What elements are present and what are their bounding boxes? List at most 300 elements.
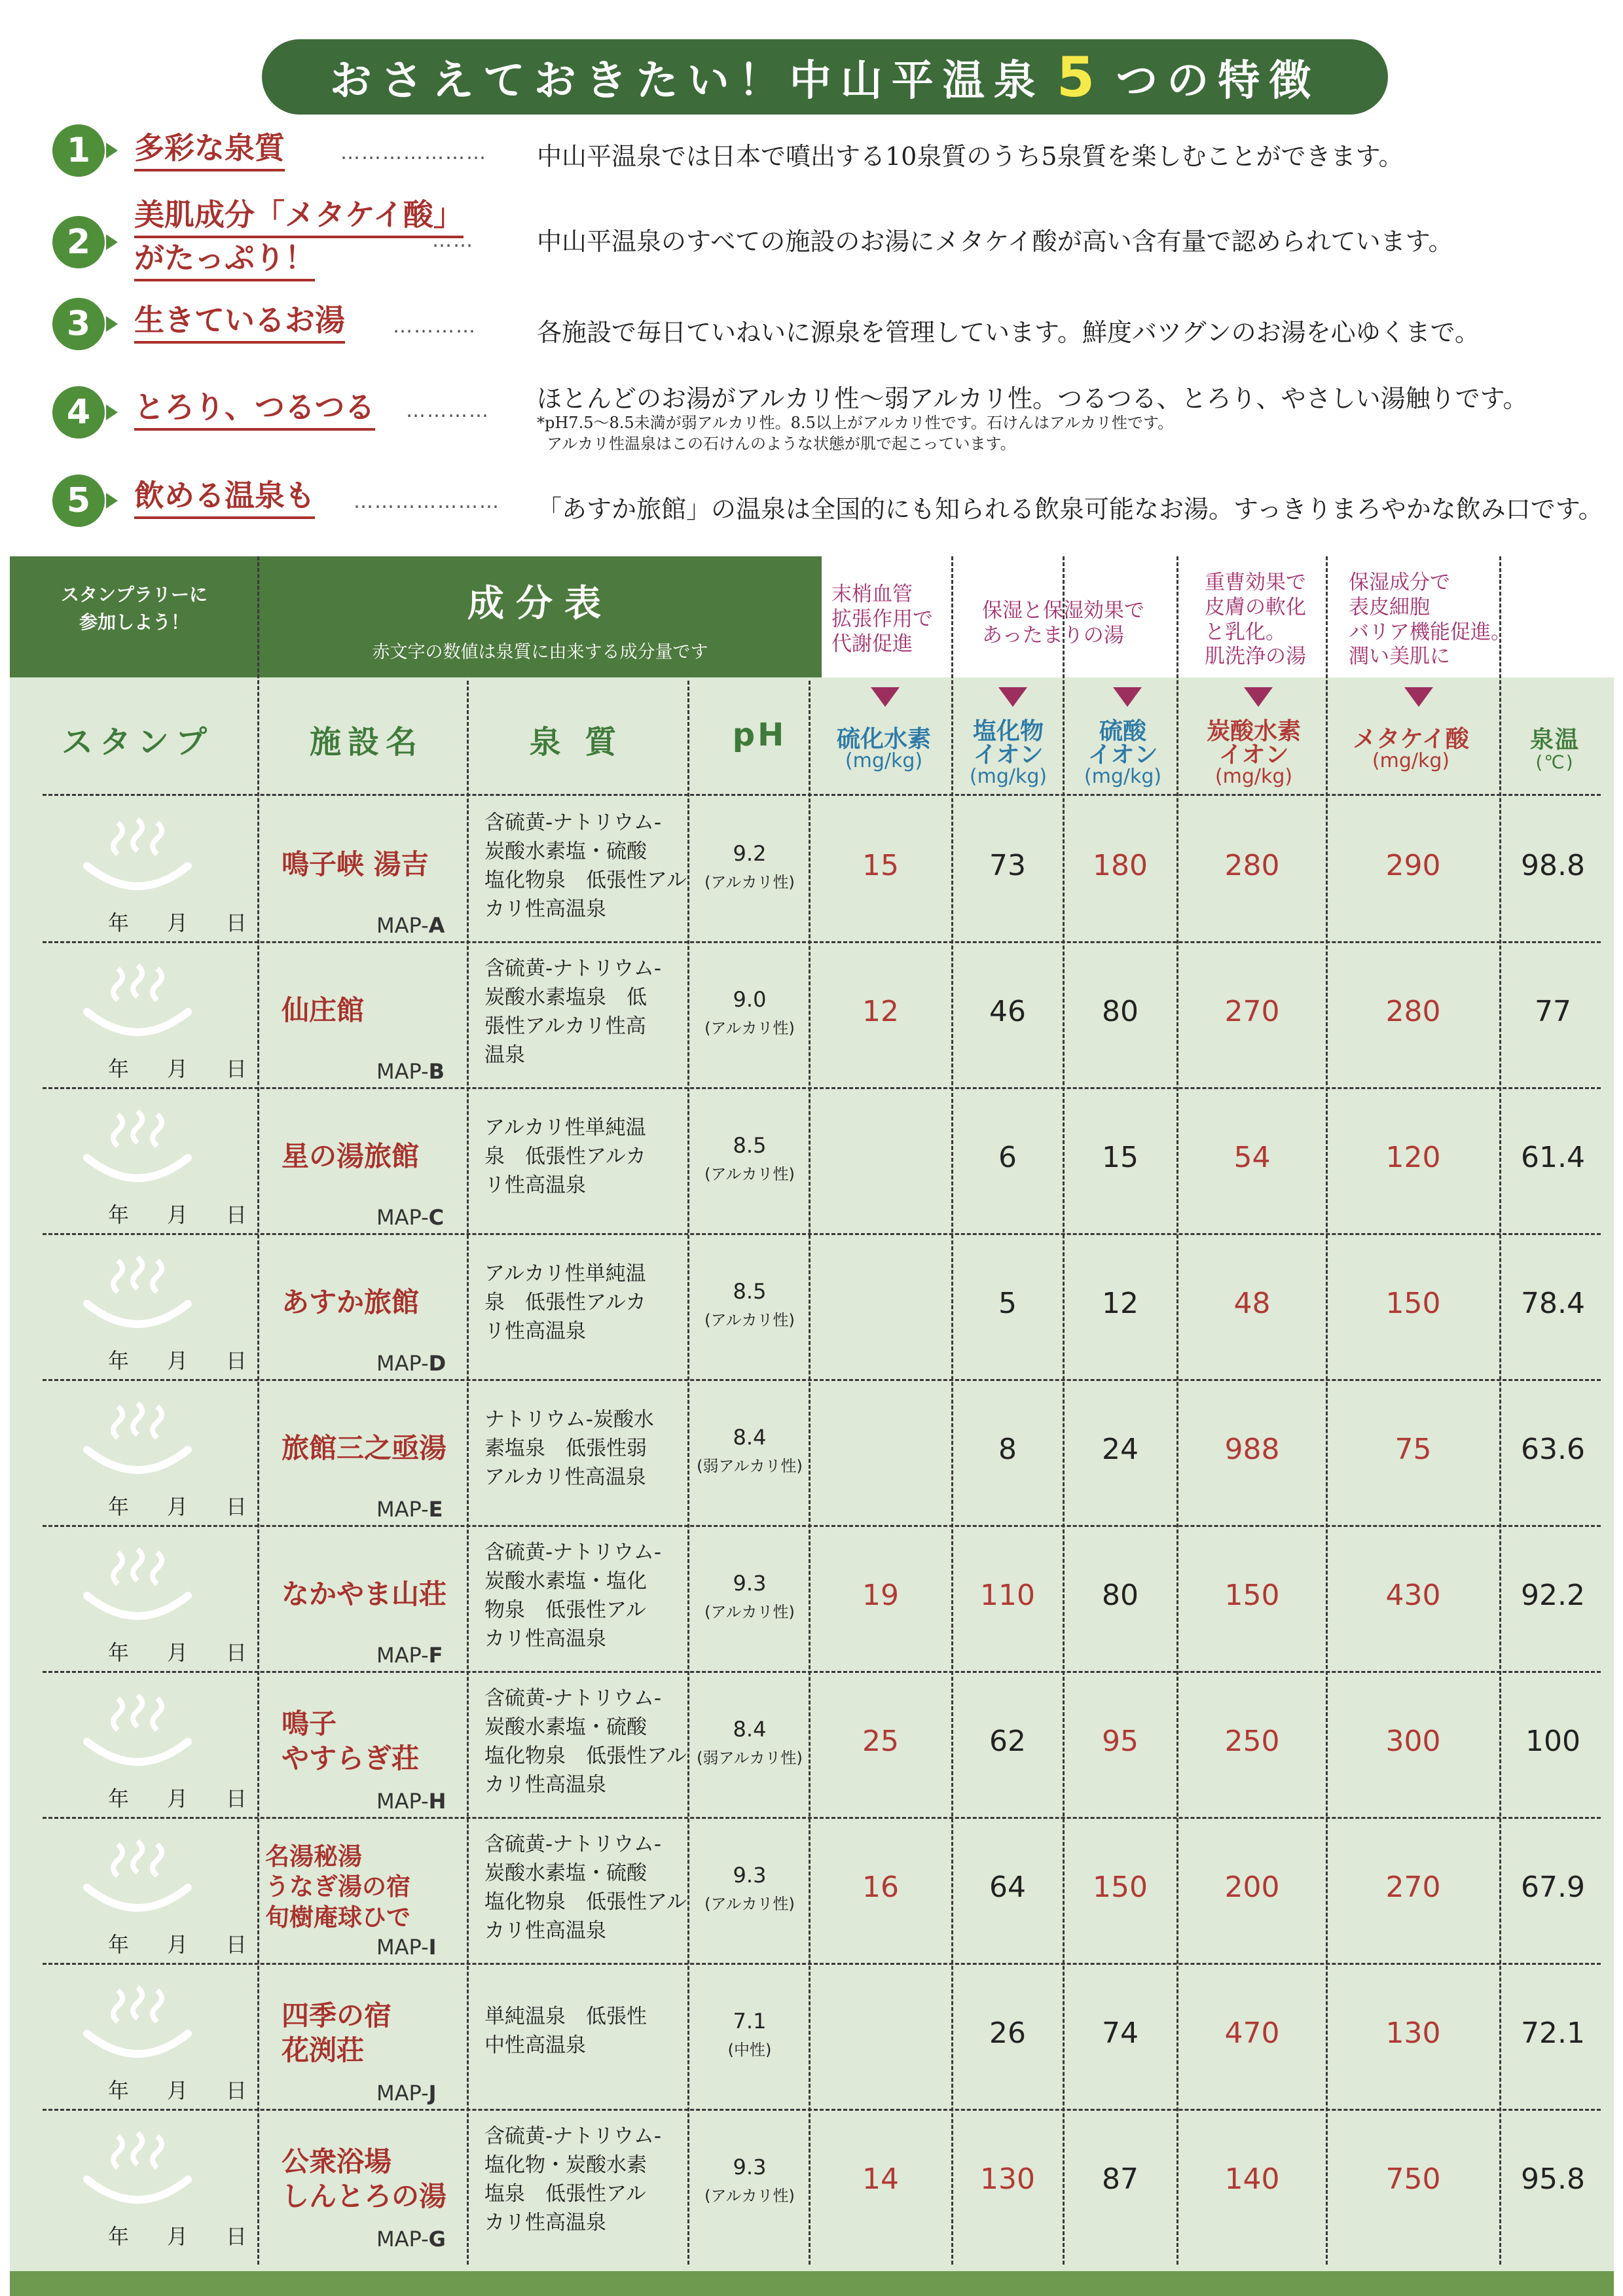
spring-quality-line: 塩化物泉 低張性アル (484, 1890, 687, 1914)
date-label: 月 (167, 1494, 189, 1519)
date-label: 月 (167, 1932, 189, 1957)
row-divider (43, 1963, 1601, 1965)
col-spring-quality: 泉 質 (529, 724, 623, 761)
col-label: 泉温 (1529, 726, 1580, 753)
arrow-down-icon (1404, 687, 1433, 707)
spring-quality-line: 素塩泉 低張性弱 (484, 1437, 647, 1461)
facility-name-line: うなぎ湯の宿 (265, 1873, 410, 1901)
facility-name (282, 1707, 419, 1776)
table-divider (1326, 556, 1328, 2265)
ph-type: (弱アルカリ性) (697, 1748, 803, 1767)
feature-title: 生きているお湯 (134, 302, 345, 344)
spring-quality-line: 炭酸水素塩泉 低 (484, 986, 647, 1010)
date-label: 月 (167, 1202, 189, 1227)
bicarbonate-value: 270 (1224, 995, 1280, 1028)
h2s-value: 14 (862, 2162, 899, 2196)
hot-spring-stamp-icon (82, 954, 193, 1049)
ph-type: (アルカリ性) (704, 2186, 795, 2205)
spring-quality-line: カリ性高温泉 (484, 2211, 606, 2235)
table-subtitle: 赤文字の数値は泉質に由来する成分量です (372, 642, 708, 662)
effect-hco3 (1205, 571, 1306, 670)
stamp-date (108, 1052, 285, 1083)
ph-value (691, 1422, 809, 1479)
feature-title: 美肌成分「メタケイ酸」 (134, 196, 464, 238)
date-label: 日 (226, 2078, 247, 2103)
bicarbonate-value: 48 (1233, 1287, 1271, 1320)
facility-name-line: 仙庄館 (282, 994, 365, 1026)
spring-quality (484, 1405, 654, 1492)
feature-3 (52, 298, 1597, 357)
spring-quality (484, 1113, 646, 1200)
spring-quality-line: 泉 低張性アルカ (484, 1291, 646, 1315)
chloride-value: 5 (998, 1287, 1017, 1320)
feature-number: 3 (52, 298, 105, 350)
spring-quality (484, 808, 687, 924)
ph-type: (アルカリ性) (704, 1894, 795, 1913)
spring-quality-line: アルカリ性単純温 (484, 1116, 646, 1139)
spring-quality-line: 単純温泉 低張性 (484, 2005, 647, 2028)
effect-line: 拡張作用で (831, 607, 933, 631)
feature-title: 多彩な泉質 (134, 130, 285, 171)
spring-quality-line: 物泉 低張性アル (484, 1598, 646, 1623)
facility-name-line: やすらぎ荘 (282, 1742, 420, 1774)
col-label: 塩化物 (972, 718, 1044, 745)
facility-name-line: なかやま山荘 (282, 1578, 447, 1610)
col-unit: (mg/kg) (1372, 749, 1450, 772)
spring-quality-line: 塩泉 低張性アル (484, 2182, 646, 2206)
map-letter: B (428, 1059, 445, 1084)
metasilicic-value: 290 (1385, 849, 1441, 882)
ph-number: 9.3 (733, 1571, 767, 1596)
facility-name (265, 1842, 410, 1933)
h2s-value: 25 (862, 1725, 899, 1758)
spring-quality-line: 含硫黄-ナトリウム- (484, 957, 662, 980)
arrow-down-icon (1113, 687, 1142, 707)
map-prefix: MAP- (376, 2081, 429, 2106)
col-stamp: スタンプ (61, 724, 213, 761)
stamp-date (108, 906, 285, 937)
chloride-value: 130 (980, 2162, 1035, 2196)
date-label: 年 (108, 2224, 130, 2249)
map-prefix: MAP- (376, 1205, 429, 1230)
date-label: 日 (226, 1494, 247, 1519)
facility-name-line: 星の湯旅館 (282, 1140, 420, 1172)
date-label: 月 (167, 1056, 189, 1081)
ph-number: 8.4 (733, 1717, 767, 1742)
feature-number: 2 (52, 216, 105, 268)
table-divider (257, 556, 259, 2265)
date-label: 年 (108, 1786, 130, 1811)
ph-number: 9.3 (733, 1863, 767, 1888)
effect-line: 保湿と保湿効果で (982, 599, 1144, 622)
ph-value (691, 1130, 809, 1187)
facility-name-line: 公衆浴場 (282, 2145, 392, 2178)
col-label: 硫化水素 (836, 726, 931, 753)
spring-quality-line: 炭酸水素塩・硫酸 (484, 1715, 647, 1740)
table-divider (1176, 556, 1178, 2265)
feature-title: とろり、つるつる (134, 389, 375, 431)
ph-type: (アルカリ性) (704, 1310, 795, 1329)
spring-quality-line: 中性高温泉 (484, 2034, 586, 2058)
facility-name-line: 名湯秘湯 (265, 1842, 362, 1871)
feature-number: 1 (52, 124, 105, 177)
feature-1 (52, 124, 1597, 183)
leader-dots: ………… (406, 399, 490, 422)
stamp-date (108, 2074, 285, 2104)
map-reference (376, 913, 445, 938)
date-label: 日 (226, 2224, 247, 2249)
h2s-value: 15 (862, 849, 899, 882)
map-letter: F (428, 1643, 443, 1668)
bicarbonate-value: 280 (1224, 849, 1280, 882)
map-reference (376, 1497, 443, 1522)
hot-spring-stamp-icon (82, 1392, 193, 1486)
effect-line: 重曹効果で (1205, 571, 1306, 594)
spring-quality-line: カリ性高温泉 (484, 1919, 606, 1943)
hot-spring-stamp-icon (82, 1246, 193, 1340)
ph-type: (アルカリ性) (704, 1018, 795, 1037)
leader-dots: ………………… (354, 490, 500, 513)
spring-quality-line: 含硫黄-ナトリウム- (484, 1833, 662, 1856)
map-reference (376, 1935, 437, 1960)
map-reference (376, 2227, 446, 2251)
date-label: 年 (108, 2078, 130, 2103)
map-prefix: MAP- (376, 1497, 429, 1522)
stamp-date (108, 1198, 285, 1229)
spring-quality-line: 泉 低張性アルカ (484, 1145, 646, 1169)
spring-quality-line: 塩化物・炭酸水素 (484, 2153, 647, 2178)
row-divider (43, 1233, 1601, 1235)
effect-line: 潤い美肌に (1349, 645, 1450, 669)
ph-number: 9.2 (733, 841, 767, 866)
spring-quality (484, 954, 661, 1069)
facility-name (282, 848, 429, 882)
hot-spring-stamp-icon (82, 2122, 193, 2216)
sulfate-value: 87 (1102, 2162, 1139, 2196)
feature-title: 飲める温泉も (134, 477, 315, 519)
map-reference (376, 1059, 445, 1084)
date-label: 日 (226, 1202, 247, 1227)
ph-number: 9.3 (733, 2155, 767, 2179)
date-label: 年 (108, 1640, 130, 1665)
spring-quality-line: 含硫黄-ナトリウム- (484, 2125, 662, 2148)
spring-quality (484, 2122, 661, 2237)
date-label: 月 (167, 1786, 189, 1811)
feature-4 (52, 373, 1597, 465)
feature-title-line2: がたっぷり！ (134, 240, 315, 281)
ph-number: 7.1 (733, 2009, 767, 2034)
map-prefix: MAP- (376, 1789, 429, 1814)
arrow-down-icon (871, 687, 900, 707)
spring-quality (484, 1259, 646, 1346)
metasilicic-value: 300 (1385, 1725, 1441, 1758)
map-letter: H (428, 1789, 447, 1814)
table-divider (809, 681, 811, 2265)
sulfate-value: 95 (1102, 1725, 1139, 1758)
bicarbonate-value: 54 (1233, 1141, 1271, 1174)
effect-metasilicic (1349, 571, 1511, 670)
temperature-value: 78.4 (1521, 1287, 1585, 1320)
feature-description: 中山平温泉のすべての施設のお湯にメタケイ酸が高い含有量で認められています。 (537, 227, 1453, 256)
effect-line: 肌洗浄の湯 (1205, 645, 1306, 669)
temperature-value: 95.8 (1521, 2162, 1585, 2196)
date-label: 月 (167, 2224, 189, 2249)
effect-line: 代謝促進 (831, 632, 913, 656)
map-prefix: MAP- (376, 913, 429, 938)
effect-line: バリア機能促進。 (1349, 620, 1511, 644)
bicarbonate-value: 250 (1224, 1725, 1280, 1758)
table-divider (687, 681, 689, 2265)
map-letter: E (428, 1497, 443, 1522)
ph-type: (アルカリ性) (704, 1164, 795, 1183)
effect-line: 表皮細胞 (1349, 595, 1430, 619)
spring-quality-line: 含硫黄-ナトリウム- (484, 811, 662, 834)
ph-value (691, 2005, 809, 2062)
temperature-value: 63.6 (1521, 1433, 1585, 1466)
facility-name (282, 1431, 447, 1466)
leader-dots: …… (432, 229, 474, 252)
row-divider (43, 1671, 1601, 1673)
effect-line: あったまりの湯 (982, 623, 1124, 647)
hot-spring-stamp-icon (82, 808, 193, 903)
col-unit: (mg/kg) (969, 765, 1048, 788)
sulfate-value: 74 (1102, 2017, 1139, 2050)
arrow-down-icon (1244, 687, 1273, 707)
chloride-value: 8 (998, 1433, 1017, 1466)
spring-quality (484, 1538, 661, 1653)
stamp-rally-note-line: スタンプラリーに (60, 584, 208, 605)
ph-value (691, 1568, 809, 1624)
stamp-date (108, 1344, 285, 1374)
col-unit: (mg/kg) (1084, 765, 1162, 788)
spring-quality-line: 張性アルカリ性高 (484, 1014, 646, 1039)
temperature-value: 92.2 (1521, 1579, 1585, 1612)
spring-quality-line: カリ性高温泉 (484, 897, 606, 922)
map-letter: C (428, 1205, 445, 1230)
ph-value (691, 984, 809, 1041)
spring-quality (484, 1830, 687, 1945)
sulfate-value: 80 (1102, 995, 1139, 1028)
spring-quality-line: リ性高温泉 (484, 1319, 586, 1344)
facility-name (282, 1285, 419, 1320)
stamp-date (108, 2220, 285, 2250)
row-divider (43, 1817, 1601, 1819)
col-metasilicic-acid (1332, 728, 1489, 771)
metasilicic-value: 280 (1385, 995, 1441, 1028)
chloride-value: 62 (989, 1725, 1026, 1758)
metasilicic-value: 150 (1385, 1287, 1441, 1320)
hot-spring-stamp-icon (82, 1100, 193, 1194)
effect-h2s (831, 583, 933, 656)
component-table-title-block (259, 556, 822, 677)
banner-text-before: おさえておきたい！中山平温泉 (329, 56, 1045, 105)
date-label: 月 (167, 1640, 189, 1665)
spring-quality-line: ナトリウム-炭酸水 (484, 1408, 654, 1431)
feature-2 (52, 196, 1597, 288)
h2s-value: 12 (862, 995, 899, 1028)
map-reference (376, 1643, 443, 1668)
spring-quality-line: アルカリ性単純温 (484, 1262, 646, 1285)
col-label: イオン (1218, 742, 1289, 768)
hot-spring-stamp-icon (82, 1538, 193, 1632)
bicarbonate-value: 470 (1224, 2017, 1280, 2050)
date-label: 日 (226, 1056, 247, 1081)
map-prefix: MAP- (376, 1643, 429, 1668)
date-label: 日 (226, 1348, 247, 1373)
feature-note: アルカリ性温泉はこの石けんのような状態が肌で起こっています。 (547, 435, 1016, 453)
feature-description: 「あすか旅館」の温泉は全国的にも知られる飲泉可能なお湯。すっきりまろやかな飲み口です。 (537, 495, 1603, 524)
date-label: 月 (167, 2078, 189, 2103)
spring-quality-line: カリ性高温泉 (484, 1627, 606, 1651)
col-label: 炭酸水素 (1206, 718, 1301, 745)
spring-quality-line: 塩化物泉 低張性アル (484, 1744, 687, 1768)
row-divider (43, 941, 1601, 943)
row-divider (43, 794, 1601, 796)
ph-value (691, 1276, 809, 1333)
facility-name-line: 花渕荘 (282, 2034, 365, 2066)
col-label: 硫酸 (1099, 718, 1146, 745)
table-divider (1499, 556, 1501, 2265)
facility-name (282, 1999, 392, 2068)
ph-type: (弱アルカリ性) (697, 1456, 803, 1475)
date-label: 年 (108, 910, 130, 935)
table-divider (1063, 556, 1065, 2265)
ph-number: 8.5 (733, 1133, 767, 1158)
ph-type: (中性) (727, 2040, 772, 2059)
stamp-date (108, 1636, 285, 1666)
col-label: イオン (973, 742, 1044, 768)
feature-note: *pH7.5～8.5未満が弱アルカリ性。8.5以上がアルカリ性です。石けんはアルカリ性です。 (537, 414, 1174, 432)
temperature-value: 67.9 (1521, 1871, 1585, 1904)
table-footer-bar (10, 2271, 1614, 2296)
feature-number: 5 (52, 475, 105, 527)
title-banner (262, 39, 1388, 115)
date-label: 月 (167, 1348, 189, 1373)
map-letter: I (428, 1935, 437, 1960)
temperature-value: 100 (1525, 1725, 1580, 1758)
spring-quality-line: 塩化物泉 低張性アル (484, 869, 687, 893)
col-unit: (mg/kg) (1214, 765, 1293, 788)
spring-quality-line: 温泉 (484, 1043, 525, 1067)
col-label: イオン (1087, 742, 1158, 768)
feature-description: 各施設で毎日ていねいに源泉を管理しています。鮮度バツグンのお湯を心ゆくまで。 (537, 318, 1480, 347)
bicarbonate-value: 150 (1224, 1579, 1280, 1612)
effect-line: 保湿成分で (1349, 571, 1450, 594)
map-reference (376, 1789, 446, 1814)
spring-quality-line: 炭酸水素塩・硫酸 (484, 1861, 647, 1886)
map-reference (376, 2081, 437, 2106)
ph-type: (アルカリ性) (704, 1602, 795, 1621)
spring-quality-line: リ性高温泉 (484, 1174, 586, 1198)
feature-number: 4 (52, 386, 105, 439)
sulfate-value: 80 (1102, 1579, 1139, 1612)
stamp-rally-note-line: 参加しよう！ (79, 611, 189, 633)
ph-value (691, 1713, 809, 1770)
ph-type: (アルカリ性) (704, 872, 795, 891)
row-divider (43, 1525, 1601, 1527)
facility-name (282, 2145, 447, 2214)
facility-name-line: 鳴子 (282, 1708, 337, 1740)
date-label: 年 (108, 1348, 130, 1373)
ph-number: 8.5 (733, 1279, 767, 1304)
col-temperature (1506, 728, 1604, 772)
stamp-date (108, 1490, 285, 1520)
date-label: 日 (226, 1640, 247, 1665)
facility-name (282, 1139, 419, 1174)
bicarbonate-value: 200 (1224, 1871, 1280, 1904)
col-unit: (mg/kg) (845, 749, 923, 772)
temperature-value: 61.4 (1521, 1141, 1585, 1174)
row-divider (43, 1379, 1601, 1381)
bicarbonate-value: 140 (1224, 2162, 1280, 2196)
facility-name-line: 旬樹庵球ひで (265, 1903, 410, 1931)
col-unit: (℃) (1535, 751, 1575, 773)
sulfate-value: 180 (1093, 849, 1148, 882)
spring-quality-line: アルカリ性高温泉 (484, 1465, 646, 1490)
chloride-value: 64 (989, 1871, 1026, 1904)
map-reference (376, 1351, 446, 1376)
date-label: 日 (226, 1932, 247, 1957)
spring-quality (484, 1684, 687, 1799)
row-divider (43, 1087, 1601, 1089)
ph-value (691, 1859, 809, 1916)
sulfate-value: 150 (1093, 1871, 1148, 1904)
facility-name-line: 旅館三之亟湯 (282, 1432, 447, 1464)
sulfate-value: 15 (1102, 1141, 1139, 1174)
spring-quality-line: 炭酸水素塩・塩化 (484, 1570, 647, 1594)
table-divider (467, 681, 469, 2265)
arrow-down-icon (998, 687, 1027, 707)
stamp-date (108, 1928, 285, 1958)
h2s-value: 19 (862, 1579, 899, 1612)
sulfate-value: 24 (1102, 1433, 1139, 1466)
col-h2s (822, 728, 946, 771)
banner-text-after: つの特徴 (1116, 56, 1321, 105)
ph-number: 8.4 (733, 1425, 767, 1450)
chloride-value: 73 (989, 849, 1026, 882)
chloride-value: 110 (980, 1579, 1035, 1612)
date-label: 月 (167, 910, 189, 935)
map-prefix: MAP- (376, 1935, 429, 1960)
temperature-value: 98.8 (1521, 849, 1585, 882)
metasilicic-value: 130 (1385, 2017, 1441, 2050)
h2s-value: 16 (862, 1871, 899, 1904)
date-label: 日 (226, 1786, 247, 1811)
metasilicic-value: 270 (1385, 1871, 1441, 1904)
table-divider (951, 556, 953, 2265)
metasilicic-value: 75 (1395, 1433, 1432, 1466)
map-letter: D (428, 1351, 447, 1376)
feature-5 (52, 475, 1603, 533)
sulfate-value: 12 (1102, 1287, 1139, 1320)
facility-name-line: あすか旅館 (282, 1286, 420, 1318)
stamp-rally-note (10, 556, 259, 677)
date-label: 年 (108, 1932, 130, 1957)
effect-line: 末梢血管 (831, 583, 913, 606)
map-prefix: MAP- (376, 1059, 429, 1084)
temperature-value: 77 (1535, 995, 1571, 1028)
facility-name (282, 1577, 447, 1612)
spring-quality (484, 2002, 647, 2060)
spring-quality-line: 含硫黄-ナトリウム- (484, 1687, 662, 1710)
facility-name-line: しんとろの湯 (282, 2179, 447, 2212)
leader-dots: ………… (393, 315, 477, 338)
ph-number: 9.0 (733, 987, 767, 1012)
spring-quality-line: 炭酸水素塩・硫酸 (484, 840, 647, 864)
hot-spring-stamp-icon (82, 1830, 193, 1924)
col-chloride (959, 720, 1057, 787)
col-sulfate (1074, 720, 1172, 787)
